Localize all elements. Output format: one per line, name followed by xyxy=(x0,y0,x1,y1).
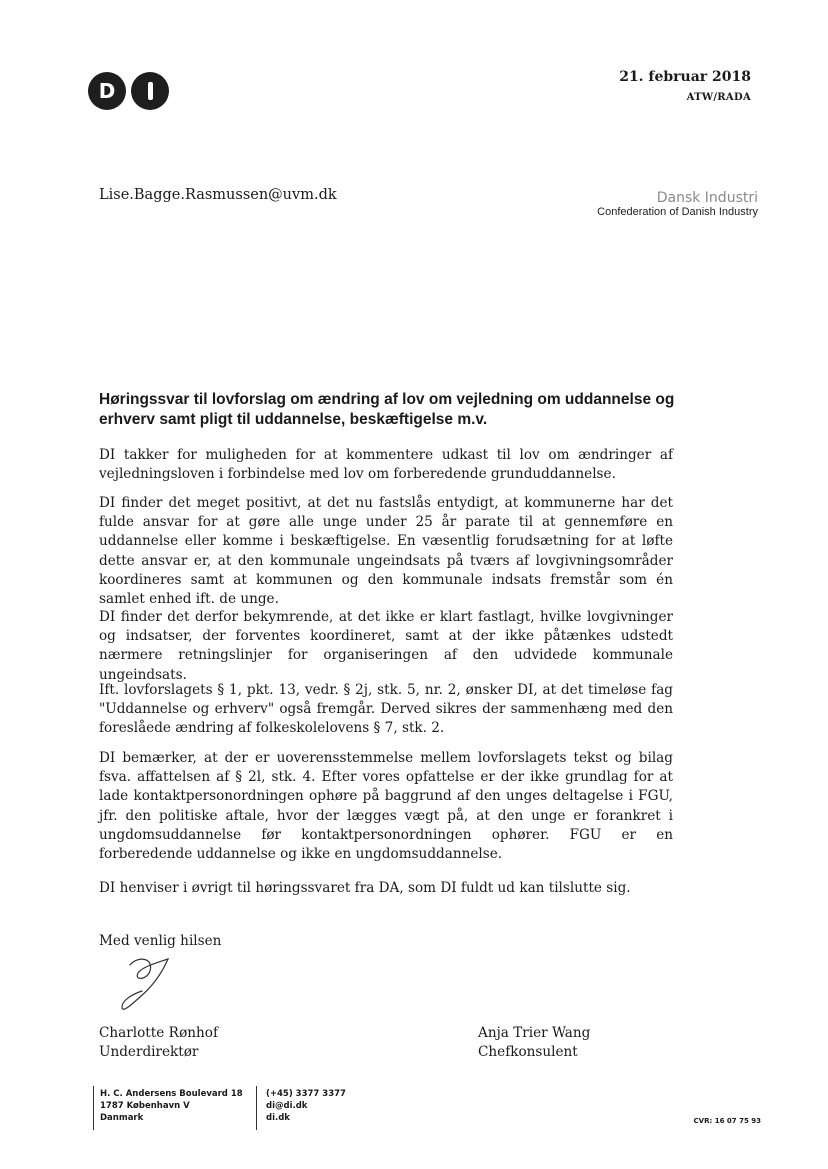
footer-phone: (+45) 3377 3377 xyxy=(266,1089,346,1099)
recipient-email: Lise.Bagge.Rasmussen@uvm.dk xyxy=(99,187,337,203)
footer-address-line: H. C. Andersens Boulevard 18 xyxy=(100,1089,243,1099)
footer-divider-middle xyxy=(256,1086,257,1130)
organization-name: Dansk Industri xyxy=(656,190,758,206)
paragraph-5: DI bemærker, at der er uoverensstemmelse mellem lovforslagets tekst og bilag fsva. affattelsen af § 2l, stk. 4. Efter vores opfattelse er der ikke grundlag for at lade kontaktpersonordningen ophøre på baggrund af den unges deltagelse i FGU, jfr. den politiske aftale, hvor der lægges vægt på, at den unge er forankret i ungdomsuddannelse før kontaktpersonordningen ophører. FGU er en forberedende uddannelse og ikke en ungdomsuddannelse. xyxy=(99,750,673,863)
letter-subject: Høringssvar til lovforslag om ændring af lov om vejledning om uddannelse og erhverv samt pligt til uddannelse, beskæftigelse m.v. xyxy=(99,391,675,428)
footer-divider-left xyxy=(93,1086,94,1130)
signatory-1 xyxy=(99,1024,218,1062)
footer-address-line: Danmark xyxy=(100,1113,144,1123)
footer-cvr: CVR: 16 07 75 93 xyxy=(693,1117,761,1125)
paragraph-6: DI henviser i øvrigt til høringssvaret fra DA, som DI fuldt ud kan tilslutte sig. xyxy=(99,880,631,896)
footer-address xyxy=(100,1088,243,1124)
signatory-2 xyxy=(478,1024,590,1062)
closing-greeting: Med venlig hilsen xyxy=(99,933,222,949)
footer-website: di.dk xyxy=(266,1113,290,1123)
signatory-1-title: Underdirektør xyxy=(99,1044,199,1060)
logo-letter-d: D xyxy=(88,72,126,110)
paragraph-4: Ift. lovforslagets § 1, pkt. 13, vedr. § 2j, stk. 5, nr. 2, ønsker DI, at det timeløse fag "Uddannelse og erhverv" også fremgår. Derved sikres der sammenhæng med den foreslåede ændring af folkeskolelovens § 7, stk. 2. xyxy=(99,682,673,737)
signatory-1-name: Charlotte Rønhof xyxy=(99,1025,218,1041)
letter-date: 21. februar 2018 xyxy=(619,69,751,85)
signature-charlotte xyxy=(112,953,178,1017)
organization-subtitle: Confederation of Danish Industry xyxy=(597,206,758,218)
letter-reference: ATW/RADA xyxy=(686,92,751,103)
signatory-2-name: Anja Trier Wang xyxy=(478,1025,591,1041)
paragraph-1: DI takker for muligheden for at kommentere udkast til lov om ændringer af vejledningsloven i forbindelse med lov om forberedende grunduddannelse. xyxy=(99,447,673,483)
logo-letter-i xyxy=(131,72,169,110)
footer-email: di@di.dk xyxy=(266,1101,308,1111)
footer-contact xyxy=(266,1088,346,1124)
footer-address-line: 1787 København V xyxy=(100,1101,190,1111)
paragraph-3: DI finder det derfor bekymrende, at det ikke er klart fastlagt, hvilke lovgivninger og indsatser, der forventes koordineret, samt at der ikke påtænkes udstedt nærmere retningslinjer for organiseringen af den udvidede kommunale ungeindsats. xyxy=(99,609,673,683)
signatory-2-title: Chefkonsulent xyxy=(478,1044,578,1060)
paragraph-2: DI finder det meget positivt, at det nu fastslås entydigt, at kommunerne har det fulde ansvar for at gøre alle unge under 25 år parate til at gennemføre en uddannelse eller komme i beskæftigelse. En væsentlig forudsætning for at løfte dette ansvar er, at den kommunale ungeindsats på tværs af lovgivningsområder koordineres samt at kommunen og den kommunale indsats fremstår som én samlet enhed ift. de unge. xyxy=(99,495,673,608)
